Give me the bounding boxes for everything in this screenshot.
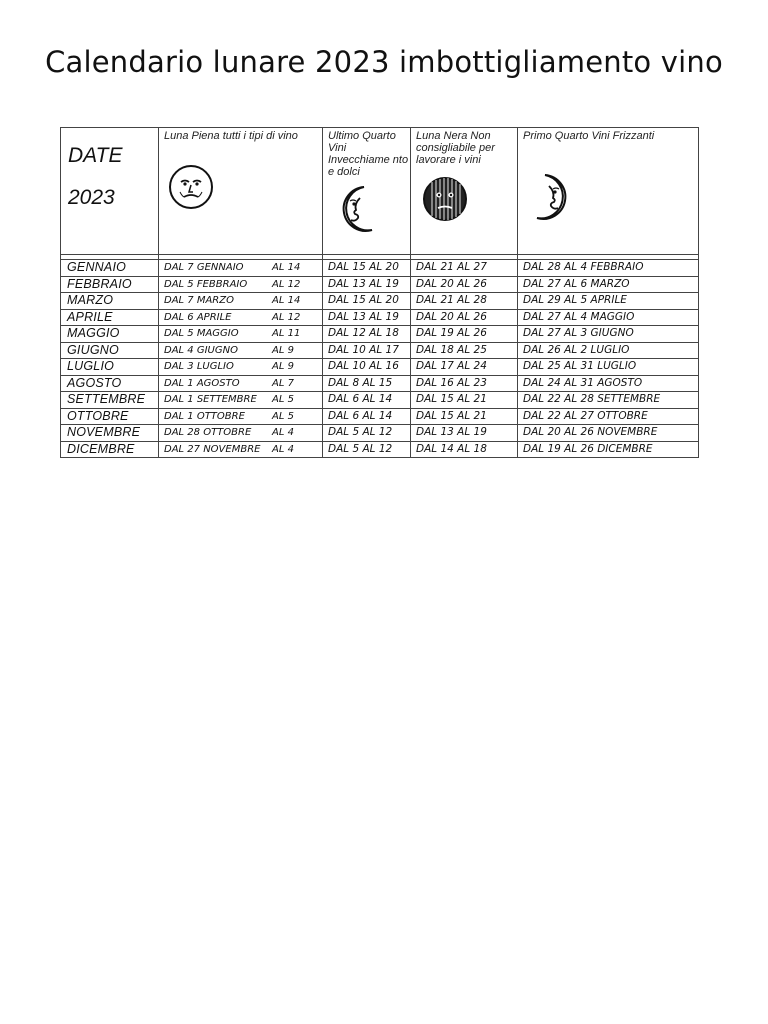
- first-quarter-cell: DAL 28 AL 4 FEBBRAIO: [518, 260, 699, 277]
- last-quarter-cell: DAL 5 AL 12: [323, 441, 411, 458]
- full-moon-cell: [159, 375, 323, 392]
- full-moon-cell: [159, 359, 323, 376]
- full-moon-range-end: AL 12: [272, 278, 301, 290]
- full-moon-range-start: DAL 1 SETTEMBRE: [164, 394, 257, 406]
- month-cell: GIUGNO: [61, 342, 159, 359]
- full-moon-range-end: AL 12: [272, 311, 301, 323]
- full-moon-range-end: AL 9: [272, 361, 294, 373]
- full-moon-range-end: AL 7: [272, 377, 294, 389]
- month-cell: OTTOBRE: [61, 408, 159, 425]
- month-cell: GENNAIO: [61, 260, 159, 277]
- new-moon-cell: DAL 19 AL 26: [411, 326, 518, 343]
- first-quarter-header-label: Primo Quarto Vini Frizzanti: [523, 130, 655, 142]
- new-moon-cell: DAL 15 AL 21: [411, 408, 518, 425]
- full-moon-range-start: DAL 7 MARZO: [164, 295, 234, 307]
- month-cell: APRILE: [61, 309, 159, 326]
- new-moon-cell: DAL 13 AL 19: [411, 425, 518, 442]
- full-moon-range-end: AL 5: [272, 394, 294, 406]
- month-cell: AGOSTO: [61, 375, 159, 392]
- first-quarter-cell: DAL 27 AL 4 MAGGIO: [518, 309, 699, 326]
- new-moon-cell: DAL 17 AL 24: [411, 359, 518, 376]
- month-cell: NOVEMBRE: [61, 425, 159, 442]
- full-moon-range-start: DAL 7 GENNAIO: [164, 262, 244, 274]
- full-moon-range-start: DAL 6 APRILE: [164, 311, 232, 323]
- month-cell: FEBBRAIO: [61, 276, 159, 293]
- month-cell: LUGLIO: [61, 359, 159, 376]
- full-moon-range-start: DAL 5 FEBBRAIO: [164, 278, 248, 290]
- new-moon-cell: DAL 21 AL 27: [411, 260, 518, 277]
- last-quarter-cell: DAL 13 AL 19: [323, 309, 411, 326]
- first-quarter-moon-face-icon: [527, 172, 575, 222]
- first-quarter-cell: DAL 20 AL 26 NOVEMBRE: [518, 425, 699, 442]
- first-quarter-cell: DAL 29 AL 5 APRILE: [518, 293, 699, 310]
- last-quarter-moon-face-icon: [332, 184, 380, 234]
- full-moon-range-end: AL 5: [272, 410, 294, 422]
- new-moon-cell: DAL 16 AL 23: [411, 375, 518, 392]
- table-row: [61, 309, 699, 326]
- full-moon-cell: [159, 392, 323, 409]
- header-row: [61, 128, 699, 255]
- date-header-cell: [61, 128, 159, 255]
- last-quarter-cell: DAL 15 AL 20: [323, 293, 411, 310]
- new-moon-cell: DAL 20 AL 26: [411, 309, 518, 326]
- new-moon-cell: DAL 21 AL 28: [411, 293, 518, 310]
- table-row: [61, 441, 699, 458]
- full-moon-range-start: DAL 5 MAGGIO: [164, 328, 239, 340]
- last-quarter-header-label: Ultimo Quarto Vini Invecchiame nto e dolci: [328, 130, 409, 178]
- first-quarter-cell: DAL 22 AL 27 OTTOBRE: [518, 408, 699, 425]
- full-moon-range-end: AL 14: [272, 262, 301, 274]
- last-quarter-cell: DAL 8 AL 15: [323, 375, 411, 392]
- full-moon-cell: [159, 309, 323, 326]
- first-quarter-header-cell: [518, 128, 699, 255]
- full-moon-header-label: Luna Piena tutti i tipi di vino: [164, 130, 298, 142]
- table-row: [61, 342, 699, 359]
- full-moon-range-end: AL 4: [272, 427, 294, 439]
- full-moon-cell: [159, 425, 323, 442]
- full-moon-range-start: DAL 28 OTTOBRE: [164, 427, 252, 439]
- table-row: [61, 276, 699, 293]
- new-moon-cell: DAL 20 AL 26: [411, 276, 518, 293]
- month-cell: MAGGIO: [61, 326, 159, 343]
- first-quarter-cell: DAL 25 AL 31 LUGLIO: [518, 359, 699, 376]
- full-moon-cell: [159, 342, 323, 359]
- table-row: [61, 392, 699, 409]
- first-quarter-cell: DAL 19 AL 26 DICEMBRE: [518, 441, 699, 458]
- table-row: [61, 375, 699, 392]
- last-quarter-cell: DAL 10 AL 17: [323, 342, 411, 359]
- table-row: [61, 359, 699, 376]
- month-cell: SETTEMBRE: [61, 392, 159, 409]
- last-quarter-cell: DAL 6 AL 14: [323, 392, 411, 409]
- full-moon-cell: [159, 260, 323, 277]
- first-quarter-cell: DAL 27 AL 3 GIUGNO: [518, 326, 699, 343]
- full-moon-cell: [159, 326, 323, 343]
- new-moon-cell: DAL 14 AL 18: [411, 441, 518, 458]
- full-moon-range-start: DAL 4 GIUGNO: [164, 344, 238, 356]
- table-row: [61, 326, 699, 343]
- first-quarter-cell: DAL 26 AL 2 LUGLIO: [518, 342, 699, 359]
- month-cell: MARZO: [61, 293, 159, 310]
- year-label: 2023: [68, 186, 115, 209]
- full-moon-face-icon: [168, 162, 214, 212]
- last-quarter-cell: DAL 15 AL 20: [323, 260, 411, 277]
- first-quarter-cell: DAL 27 AL 6 MARZO: [518, 276, 699, 293]
- last-quarter-cell: DAL 10 AL 16: [323, 359, 411, 376]
- full-moon-range-end: AL 11: [272, 328, 301, 340]
- new-moon-face-icon: [420, 174, 470, 224]
- full-moon-range-start: DAL 27 NOVEMBRE: [164, 443, 261, 455]
- full-moon-range-end: AL 14: [272, 295, 301, 307]
- table-row: [61, 425, 699, 442]
- full-moon-range-start: DAL 1 AGOSTO: [164, 377, 240, 389]
- full-moon-range-end: AL 9: [272, 344, 294, 356]
- new-moon-cell: DAL 15 AL 21: [411, 392, 518, 409]
- new-moon-header-label: Luna Nera Non consigliabile per lavorare i vini: [416, 130, 495, 166]
- first-quarter-cell: DAL 22 AL 28 SETTEMBRE: [518, 392, 699, 409]
- full-moon-range-start: DAL 1 OTTOBRE: [164, 410, 245, 422]
- full-moon-range-end: AL 4: [272, 443, 294, 455]
- full-moon-cell: [159, 276, 323, 293]
- table-row: [61, 293, 699, 310]
- lunar-calendar-table: [60, 127, 699, 458]
- date-label: DATE: [68, 144, 123, 167]
- new-moon-cell: DAL 18 AL 25: [411, 342, 518, 359]
- full-moon-cell: [159, 408, 323, 425]
- last-quarter-cell: DAL 6 AL 14: [323, 408, 411, 425]
- last-quarter-cell: DAL 13 AL 19: [323, 276, 411, 293]
- month-cell: DICEMBRE: [61, 441, 159, 458]
- new-moon-header-cell: [411, 128, 518, 255]
- full-moon-range-start: DAL 3 LUGLIO: [164, 361, 234, 373]
- full-moon-header-cell: [159, 128, 323, 255]
- first-quarter-cell: DAL 24 AL 31 AGOSTO: [518, 375, 699, 392]
- last-quarter-header-cell: [323, 128, 411, 255]
- last-quarter-cell: DAL 12 AL 18: [323, 326, 411, 343]
- full-moon-cell: [159, 293, 323, 310]
- full-moon-cell: [159, 441, 323, 458]
- page-title: Calendario lunare 2023 imbottigliamento vino: [45, 45, 723, 79]
- table-row: [61, 408, 699, 425]
- last-quarter-cell: DAL 5 AL 12: [323, 425, 411, 442]
- table-row: [61, 260, 699, 277]
